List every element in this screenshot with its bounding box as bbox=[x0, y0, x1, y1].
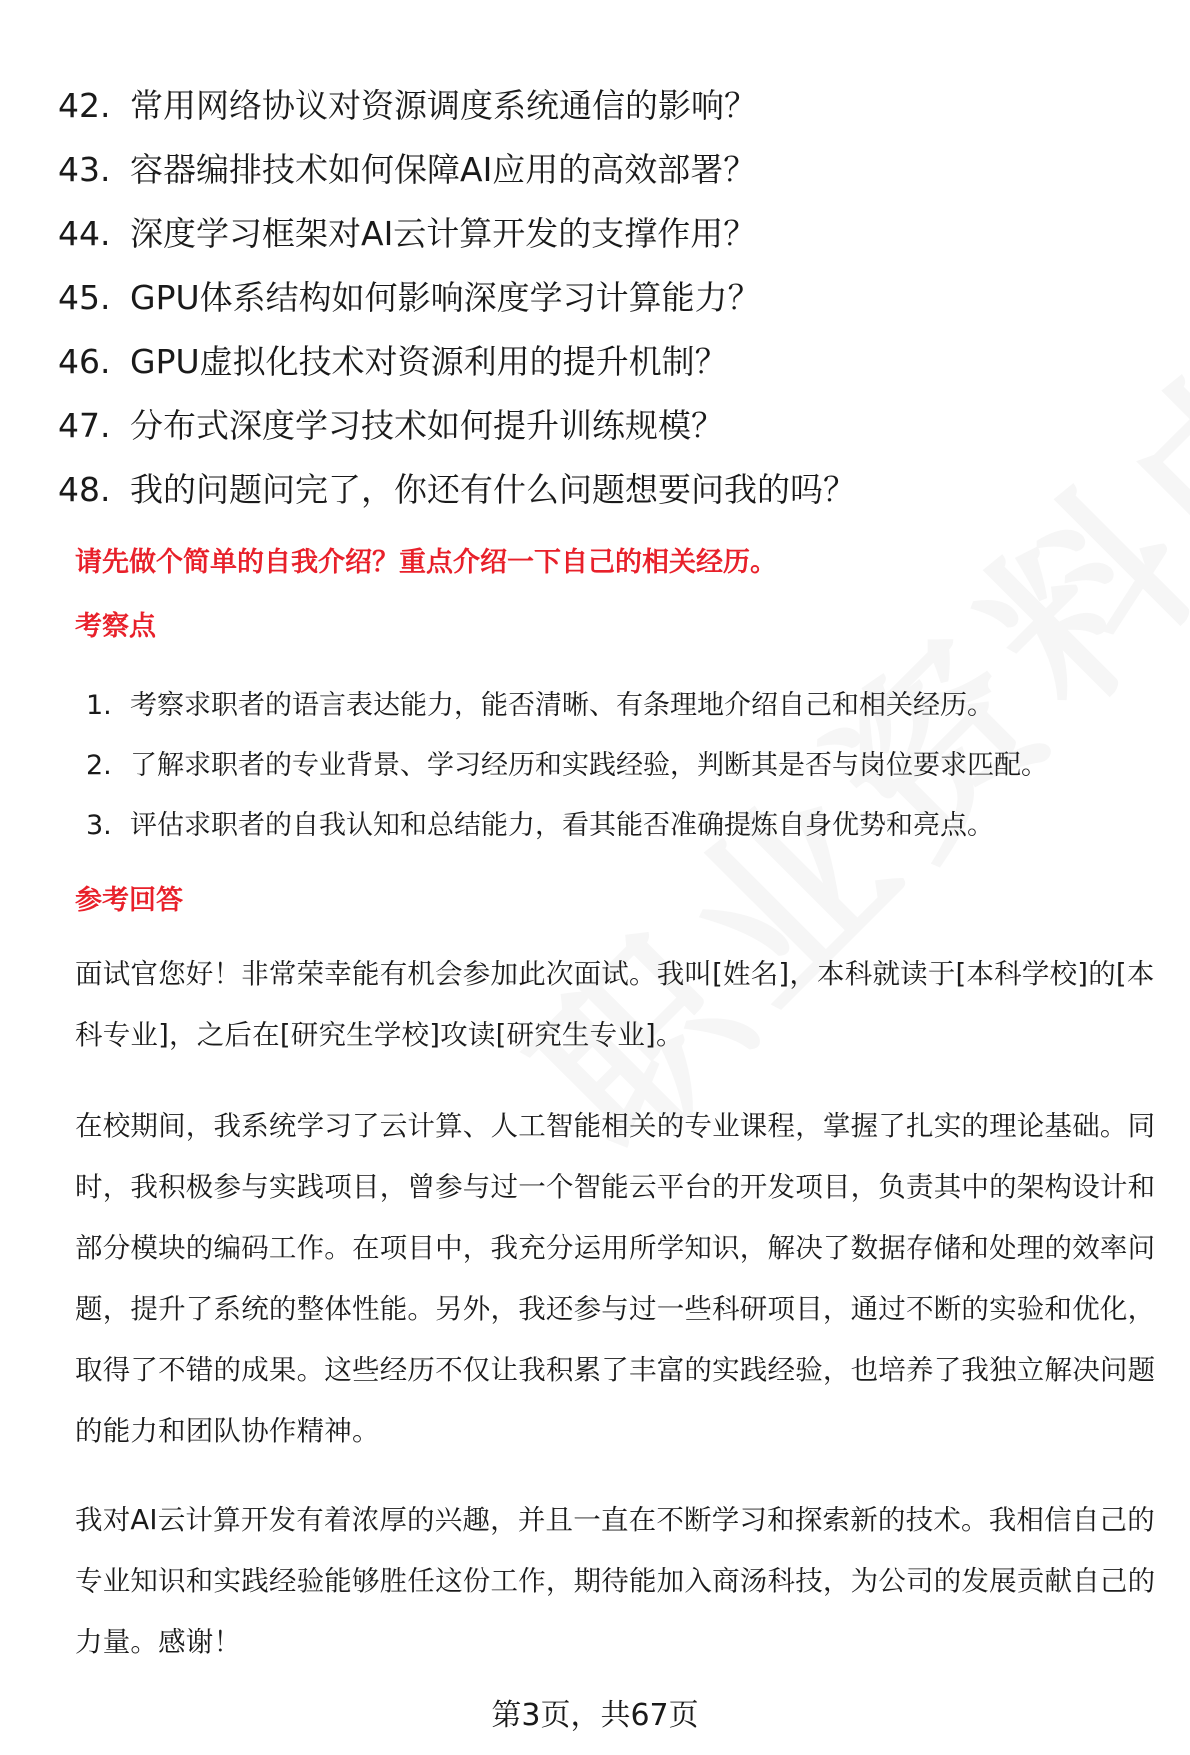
question-number: 45. bbox=[58, 278, 111, 317]
answer-paragraph: 在校期间，我系统学习了云计算、人工智能相关的专业课程，掌握了扎实的理论基础。同时，我积极参与实践项目，曾参与过一个智能云平台的开发项目，负责其中的架构设计和部分模块的编码工作。在项目中，我充分运用所学知识，解决了数据存储和处理的效率问题，提升了系统的整体性能。另外，我还参与过一些科研项目，通过不断的实验和优化，取得了不错的成果。这些经历不仅让我积累了丰富的实践经验，也培养了我独立解决问题的能力和团队协作精神。 bbox=[75, 1110, 1156, 1447]
list-item bbox=[58, 394, 1148, 458]
assessment-heading: 考察点 bbox=[75, 611, 156, 642]
list-item bbox=[58, 330, 1148, 394]
list-item bbox=[58, 138, 1148, 202]
list-item bbox=[58, 458, 1148, 522]
question-text: 我的问题问完了，你还有什么问题想要问我的吗？ bbox=[130, 470, 856, 509]
list-item bbox=[58, 266, 1148, 330]
list-item bbox=[86, 796, 1048, 856]
question-number: 46. bbox=[58, 342, 111, 381]
list-item bbox=[86, 736, 1048, 796]
question-text: 分布式深度学习技术如何提升训练规模？ bbox=[130, 406, 724, 445]
question-number: 47. bbox=[58, 406, 111, 445]
interview-question: 请先做个简单的自我介绍？重点介绍一下自己的相关经历。 bbox=[75, 547, 777, 578]
reference-heading: 参考回答 bbox=[75, 885, 183, 916]
list-item bbox=[86, 676, 1048, 736]
question-text: 容器编排技术如何保障AI应用的高效部署？ bbox=[130, 150, 757, 189]
point-text: 了解求职者的专业背景、学习经历和实践经验，判断其是否与岗位要求匹配。 bbox=[130, 750, 1048, 781]
answer-paragraph: 我对AI云计算开发有着浓厚的兴趣，并且一直在不断学习和探索新的技术。我相信自己的专业知识和实践经验能够胜任这份工作，期待能加入商汤科技，为公司的发展贡献自己的力量。感谢！ bbox=[75, 1504, 1156, 1658]
list-item bbox=[58, 74, 1148, 138]
page-footer: 第3页，共67页 bbox=[491, 1698, 699, 1733]
question-number: 44. bbox=[58, 214, 111, 253]
point-number: 1. bbox=[86, 690, 112, 721]
question-text: 深度学习框架对AI云计算开发的支撑作用？ bbox=[130, 214, 757, 253]
answer-paragraph: 面试官您好！非常荣幸能有机会参加此次面试。我叫[姓名]，本科就读于[本科学校]的[本科专业]，之后在[研究生学校]攻读[研究生专业]。 bbox=[75, 958, 1155, 1051]
point-text: 评估求职者的自我认知和总结能力，看其能否准确提炼自身优势和亮点。 bbox=[130, 810, 994, 841]
list-item bbox=[58, 202, 1148, 266]
question-text: GPU体系结构如何影响深度学习计算能力？ bbox=[130, 278, 761, 317]
question-number: 42. bbox=[58, 86, 111, 125]
question-list bbox=[58, 74, 1148, 522]
question-text: GPU虚拟化技术对资源利用的提升机制？ bbox=[130, 342, 728, 381]
assessment-points bbox=[86, 676, 1048, 856]
point-number: 3. bbox=[86, 810, 112, 841]
question-number: 43. bbox=[58, 150, 111, 189]
question-text: 常用网络协议对资源调度系统通信的影响？ bbox=[130, 86, 757, 125]
question-number: 48. bbox=[58, 470, 111, 509]
point-number: 2. bbox=[86, 750, 112, 781]
point-text: 考察求职者的语言表达能力，能否清晰、有条理地介绍自己和相关经历。 bbox=[130, 690, 994, 721]
